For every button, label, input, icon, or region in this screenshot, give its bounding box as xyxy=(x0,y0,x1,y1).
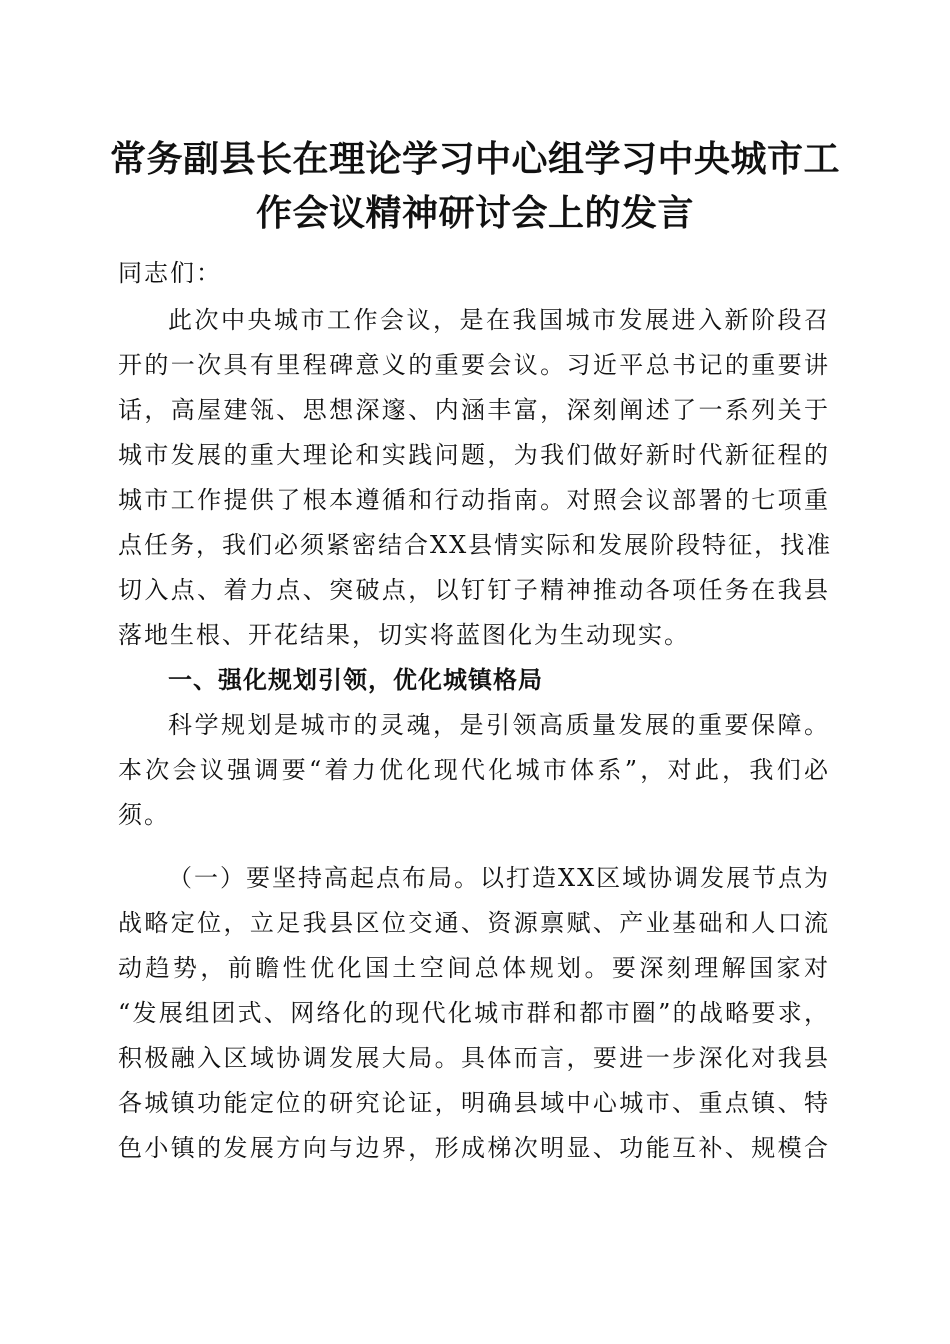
subsection1-paragraph xyxy=(118,856,830,1171)
intro-line: 切入点、着力点、突破点，以钉钉子精神推动各项任务在我县 xyxy=(118,576,830,604)
section-heading: 一、强化规划引领，优化城镇格局 xyxy=(168,666,543,694)
section1-paragraph xyxy=(118,703,830,838)
intro-line: 城市发展的重大理论和实践问题，为我们做好新时代新征程的 xyxy=(118,441,830,469)
subsection1-line: 战略定位，立足我县区位交通、资源禀赋、产业基础和人口流 xyxy=(118,909,830,937)
intro-line: 点任务，我们必须紧密结合XX县情实际和发展阶段特征，找准 xyxy=(118,531,833,559)
intro-paragraph xyxy=(118,298,833,658)
intro-line: 话，高屋建瓴、思想深邃、内涵丰富，深刻阐述了一系列关于 xyxy=(118,396,830,424)
intro-line: 落地生根、开花结果，切实将蓝图化为生动现实。 xyxy=(118,621,690,649)
title-line-2: 作会议精神研讨会上的发言 xyxy=(255,192,694,234)
subsection1-line: 色小镇的发展方向与边界，形成梯次明显、功能互补、规模合 xyxy=(118,1134,830,1162)
salutation: 同志们： xyxy=(118,259,222,287)
intro-line: 此次中央城市工作会议，是在我国城市发展进入新阶段召 xyxy=(168,306,830,334)
subsection1-line: “发展组团式、网络化的现代化城市群和都市圈”的战略要求， xyxy=(118,999,830,1027)
section1-line: 科学规划是城市的灵魂，是引领高质量发展的重要保障。 xyxy=(168,711,830,739)
subsection1-line: 动趋势，前瞻性优化国土空间总体规划。要深刻理解国家对 xyxy=(118,954,830,982)
intro-line: 开的一次具有里程碑意义的重要会议。习近平总书记的重要讲 xyxy=(118,351,830,379)
title-line-1: 常务副县长在理论学习中心组学习中央城市工 xyxy=(109,138,840,180)
document-body xyxy=(118,251,833,1171)
subsection1-line: （一）要坚持高起点布局。以打造XX区域协调发展节点为 xyxy=(168,864,831,892)
section1-line: 须。 xyxy=(118,801,170,829)
document-title xyxy=(90,132,860,240)
subsection1-line: 各城镇功能定位的研究论证，明确县域中心城市、重点镇、特 xyxy=(118,1089,830,1117)
intro-line: 城市工作提供了根本遵循和行动指南。对照会议部署的七项重 xyxy=(118,486,830,514)
section1-line: 本次会议强调要“着力优化现代化城市体系”，对此，我们必 xyxy=(118,756,830,784)
subsection1-line: 积极融入区域协调发展大局。具体而言，要进一步深化对我县 xyxy=(118,1044,830,1072)
